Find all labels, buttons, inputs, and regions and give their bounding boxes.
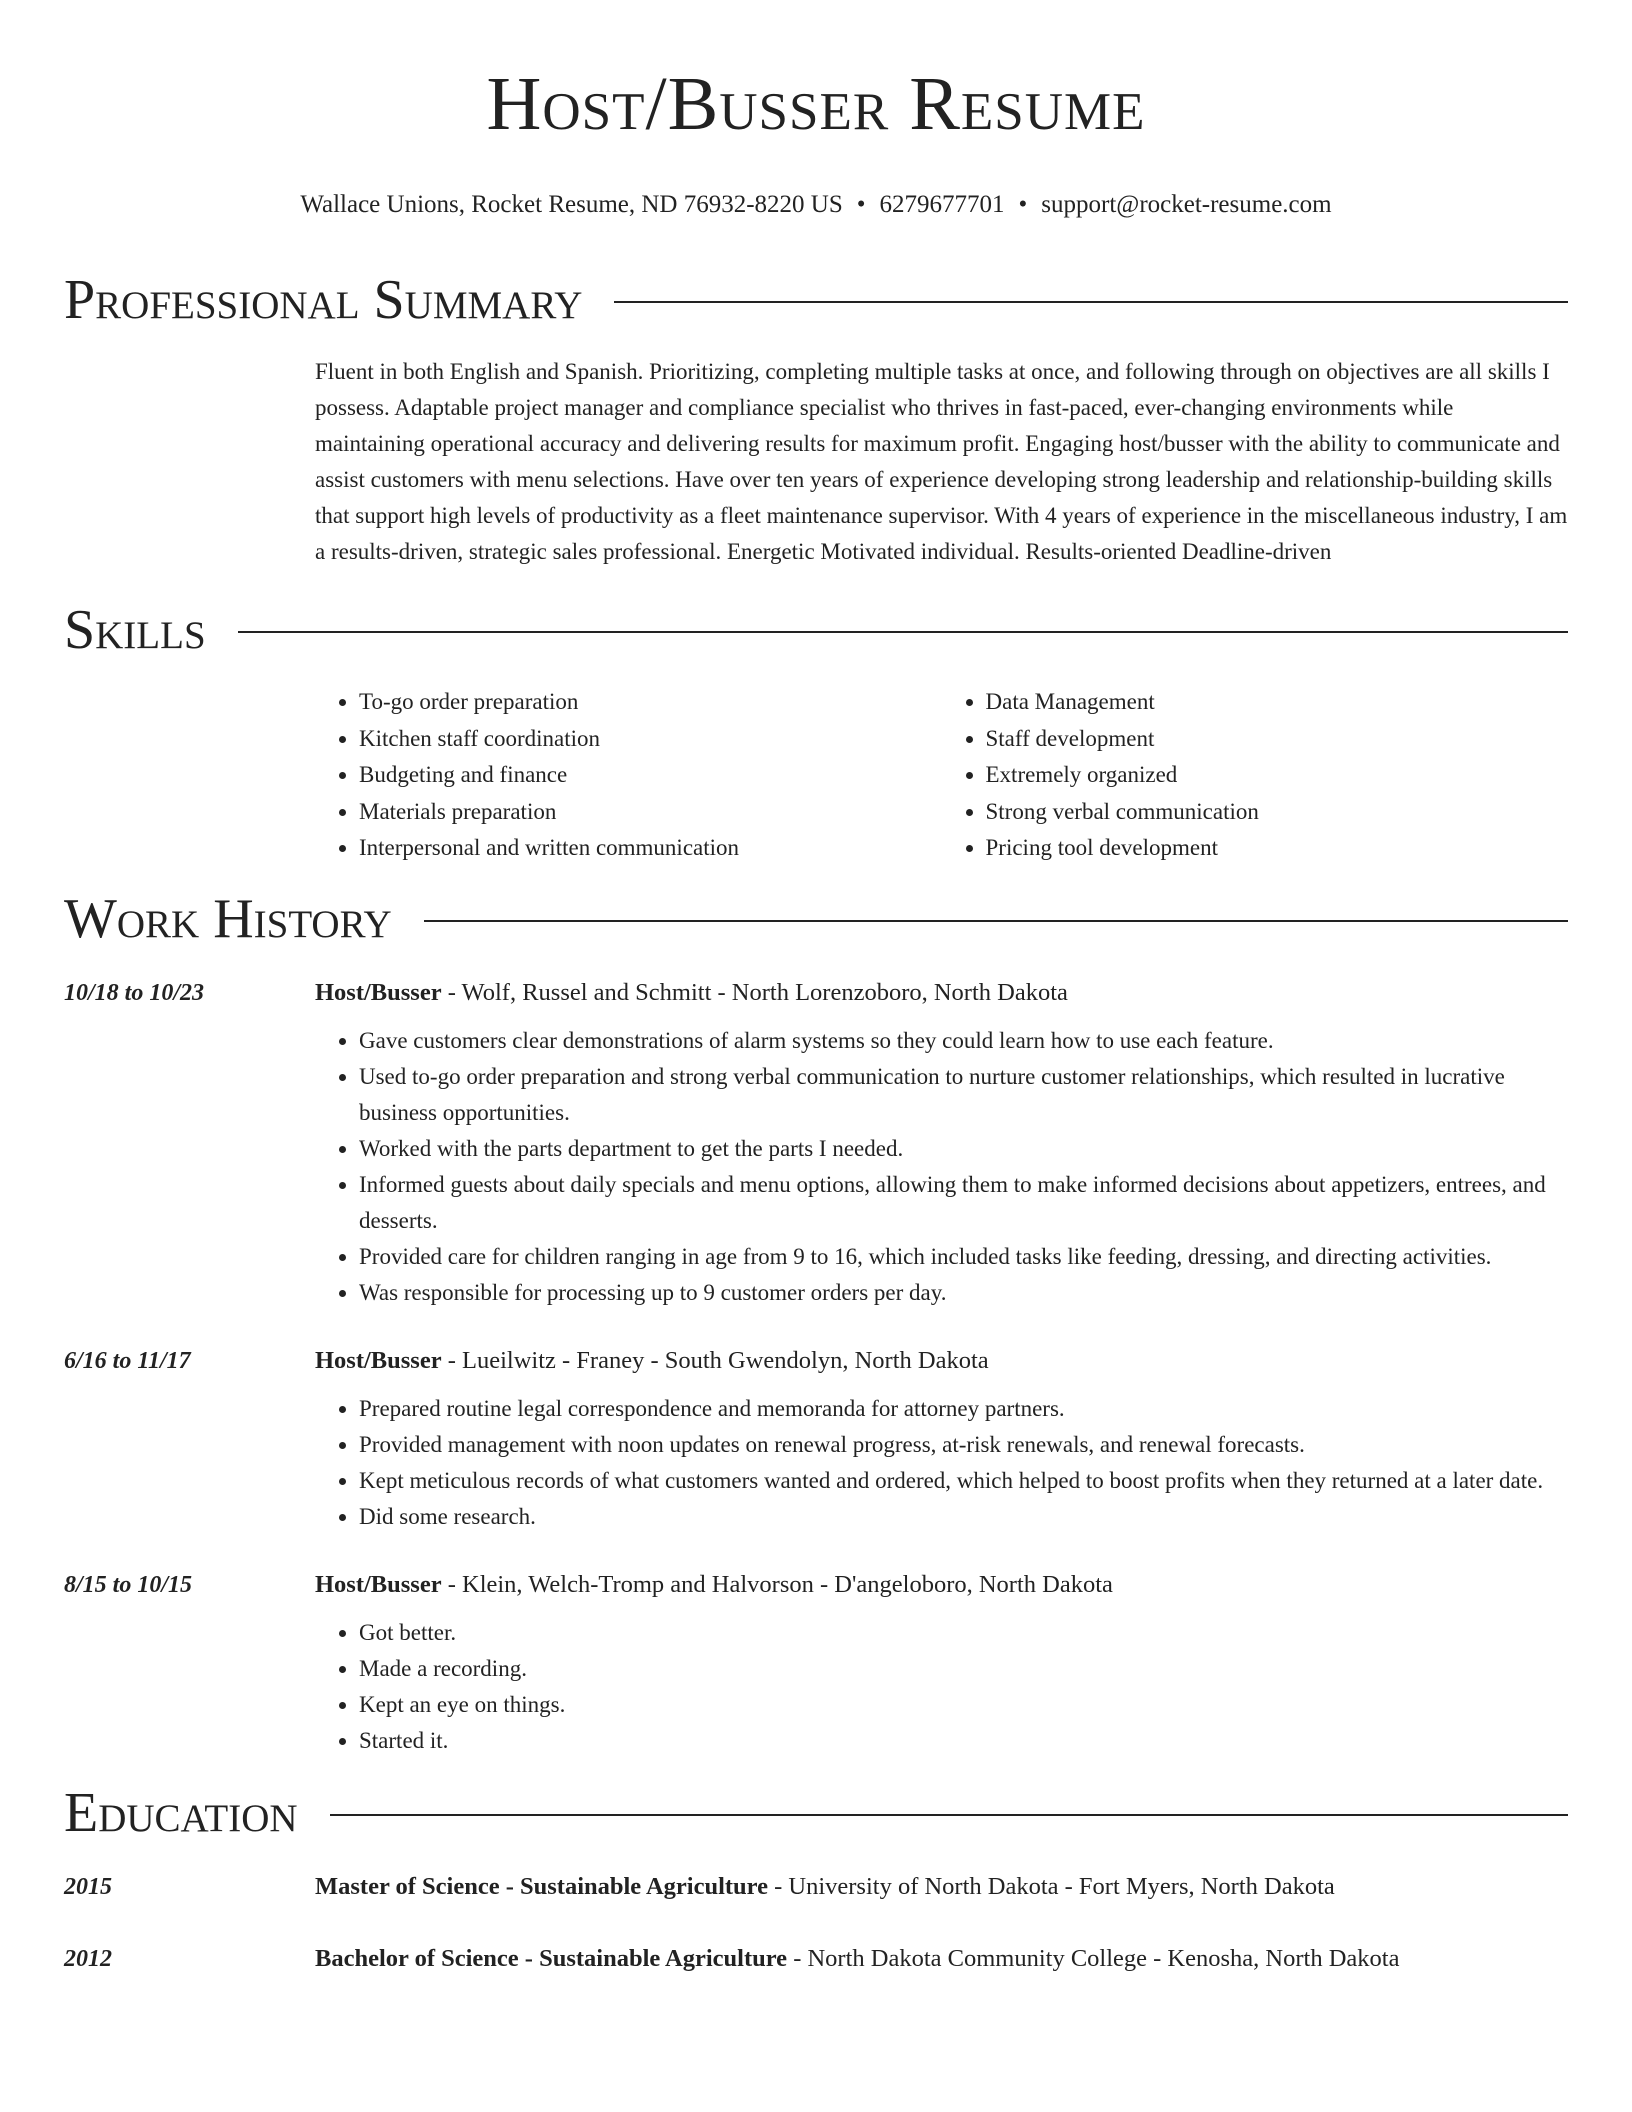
skill-item: • To-go order preparation [359, 684, 942, 721]
job-dates: 6/16 to 11/17 [64, 1347, 191, 1374]
skills-list [315, 684, 1568, 867]
job-duty: • Provided care for children ranging in age from 9 to 16, which included tasks like feeding, dressing, and directing activities. [359, 1239, 1568, 1275]
contact-phone[interactable]: 6279677701 [879, 191, 1005, 218]
education-entry [64, 1869, 1568, 1905]
skills-heading: Skills [64, 599, 206, 661]
job-heading [315, 1343, 1568, 1379]
job-company: - Klein, Welch-Tromp and Halvorson - D'angeloboro, North Dakota [441, 1570, 1113, 1598]
section-divider [238, 631, 1568, 633]
skills-section-header [64, 598, 1568, 662]
job-duties [315, 1391, 1568, 1535]
contact-address: Wallace Unions, Rocket Resume, ND 76932-8220 US [300, 191, 843, 218]
summary-heading: Professional Summary [64, 269, 583, 331]
education-school: - North Dakota Community College - Kenosha, North Dakota [787, 1944, 1400, 1972]
job-duty: • Provided management with noon updates on renewal progress, at-risk renewals, and renewal forecasts. [359, 1427, 1568, 1463]
skill-item: • Extremely organized [986, 757, 1569, 794]
section-divider [330, 1814, 1568, 1816]
job-title: Host/Busser [315, 978, 442, 1006]
education-degree: Master of Science - Sustainable Agriculture [315, 1872, 768, 1900]
skill-item: • Budgeting and finance [359, 757, 942, 794]
job-duty: • Made a recording. [359, 1651, 1568, 1687]
job-title: Host/Busser [315, 1570, 442, 1598]
job-duty: • Got better. [359, 1615, 1568, 1651]
contact-separator: • [1018, 191, 1028, 218]
job-duty: • Gave customers clear demonstrations of alarm systems so they could learn how to use each feature. [359, 1023, 1568, 1059]
job-duty: • Kept an eye on things. [359, 1687, 1568, 1723]
job-duty: • Started it. [359, 1723, 1568, 1759]
contact-separator: • [856, 191, 866, 218]
job-company: - Lueilwitz - Franey - South Gwendolyn, North Dakota [441, 1346, 989, 1374]
job-entry [64, 1343, 1568, 1535]
job-duty: • Used to-go order preparation and strong verbal communication to nurture customer relationships, which resulted in lucrative business opportunities. [359, 1059, 1568, 1131]
skill-item: • Kitchen staff coordination [359, 721, 942, 758]
job-entry [64, 1567, 1568, 1759]
skill-item: • Staff development [986, 721, 1569, 758]
education-section-header [64, 1781, 1568, 1845]
education-school: - University of North Dakota - Fort Myers, North Dakota [767, 1872, 1335, 1900]
job-duty: • Was responsible for processing up to 9 customer orders per day. [359, 1275, 1568, 1311]
section-divider [614, 301, 1568, 303]
job-duty: • Worked with the parts department to get the parts I needed. [359, 1131, 1568, 1167]
section-divider [424, 920, 1568, 922]
work-section-header [64, 887, 1568, 951]
skills-column-left [315, 684, 942, 867]
job-duty: • Prepared routine legal correspondence and memoranda for attorney partners. [359, 1391, 1568, 1427]
job-title: Host/Busser [315, 1346, 442, 1374]
education-heading-line [315, 1869, 1568, 1905]
skill-item: • Pricing tool development [986, 830, 1569, 867]
job-heading [315, 975, 1568, 1011]
job-dates: 8/15 to 10/15 [64, 1571, 193, 1598]
skill-item: • Strong verbal communication [986, 794, 1569, 831]
job-company: - Wolf, Russel and Schmitt - North Lorenzoboro, North Dakota [441, 978, 1068, 1006]
education-year: 2015 [64, 1873, 112, 1900]
job-duty: • Informed guests about daily specials and menu options, allowing them to make informed decisions about appetizers, entrees, and desserts. [359, 1167, 1568, 1239]
job-heading [315, 1567, 1568, 1603]
education-degree: Bachelor of Science - Sustainable Agriculture [315, 1944, 788, 1972]
job-dates: 10/18 to 10/23 [64, 979, 205, 1006]
education-heading: Education [64, 1781, 298, 1844]
summary-text: Fluent in both English and Spanish. Prioritizing, completing multiple tasks at once, and following through on objectives are all skills I possess. Adaptable project manager and compliance specialist who thrives in fast-paced, ever-changing environments while maintaining operational accuracy and delivering results for maximum profit. Engaging host/busser with the ability to communicate and assist customers with menu selections. Have over ten years of experience developing strong leadership and relationship-building skills that support high levels of productivity as a fleet maintenance supervisor. With 4 years of experience in the miscellaneous industry, I am a results-driven, strategic sales professional. Energetic Motivated individual. Results-oriented Deadline-driven [315, 359, 1568, 564]
job-duty: • Kept meticulous records of what customers wanted and ordered, which helped to boost profits when they returned at a later date. [359, 1463, 1568, 1499]
education-heading-line [315, 1941, 1568, 1977]
job-entry [64, 975, 1568, 1311]
skill-item: • Interpersonal and written communication [359, 830, 942, 867]
skill-item: • Data Management [986, 684, 1569, 721]
education-year: 2012 [64, 1945, 112, 1972]
education-entry [64, 1941, 1568, 1977]
job-duties [315, 1023, 1568, 1311]
resume-title: Host/Busser Resume [486, 62, 1146, 146]
job-duties [315, 1615, 1568, 1759]
skills-column-right [942, 684, 1569, 867]
skill-item: • Materials preparation [359, 794, 942, 831]
work-heading: Work History [64, 887, 392, 950]
job-duty: • Did some research. [359, 1499, 1568, 1535]
contact-email[interactable]: support@rocket-resume.com [1041, 191, 1332, 218]
contact-line [64, 190, 1568, 220]
summary-section-header [64, 268, 1568, 332]
